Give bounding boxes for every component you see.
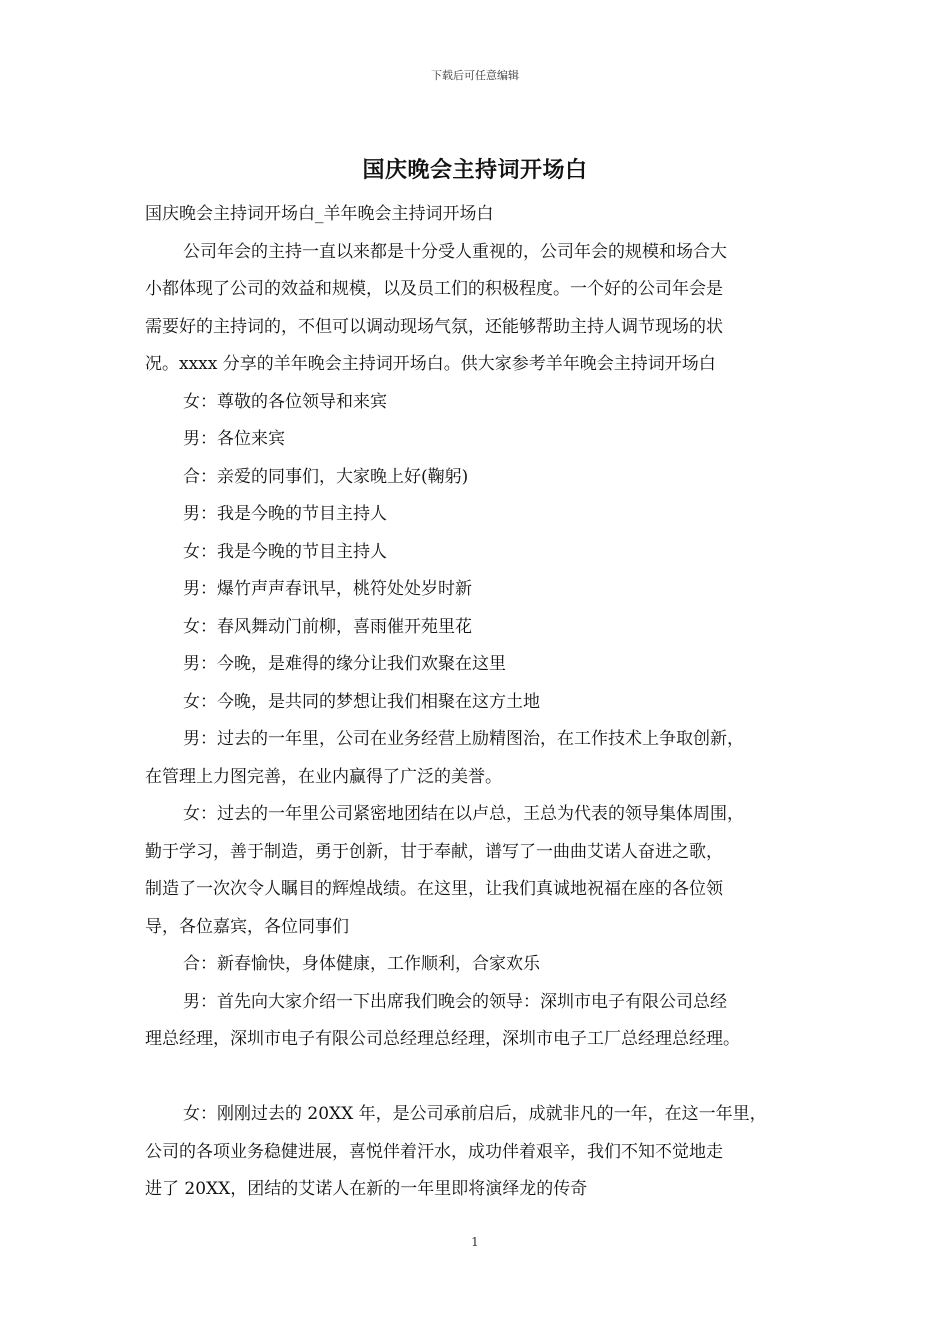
dialogue-line: 女：刚刚过去的 20XX 年，是公司承前启后，成就非凡的一年，在这一年里， <box>183 1104 767 1124</box>
dialogue-line: 男：各位来宾 <box>183 429 285 449</box>
dialogue-line: 女：春风舞动门前柳，喜雨催开苑里花 <box>183 616 472 637</box>
paragraph-line: 需要好的主持词的，不但可以调动现场气氛，还能够帮助主持人调节现场的状 <box>145 316 723 337</box>
dialogue-line: 女：过去的一年里公司紧密地团结在以卢总，王总为代表的领导集体周围， <box>183 804 744 824</box>
dialogue-line: 合：新春愉快，身体健康，工作顺利，合家欢乐 <box>183 954 540 974</box>
dialogue-line: 制造了一次次令人瞩目的辉煌战绩。在这里，让我们真诚地祝福在座的各位领 <box>145 879 723 899</box>
dialogue-line: 女：尊敬的各位领导和来宾 <box>183 391 387 412</box>
dialogue-line: 男：今晚，是难得的缘分让我们欢聚在这里 <box>183 654 506 674</box>
dialogue-line: 进了 20XX，团结的艾诺人在新的一年里即将演绎龙的传奇 <box>145 1179 588 1199</box>
dialogue-line: 导，各位嘉宾，各位同事们 <box>145 916 349 937</box>
dialogue-line: 女：今晚，是共同的梦想让我们相聚在这方土地 <box>183 691 540 712</box>
blank-line <box>145 1059 821 1097</box>
paragraph-line: 公司年会的主持一直以来都是十分受人重视的，公司年会的规模和场合大 <box>183 241 727 262</box>
dialogue-line: 在管理上力图完善，在业内赢得了广泛的美誉。 <box>145 766 502 787</box>
dialogue-line: 公司的各项业务稳健进展，喜悦伴着汗水，成功伴着艰辛，我们不知不觉地走 <box>145 1141 723 1162</box>
dialogue-line: 男：过去的一年里，公司在业务经营上励精图治，在工作技术上争取创新， <box>183 729 744 749</box>
dialogue-line: 合：亲爱的同事们，大家晚上好(鞠躬) <box>183 466 469 487</box>
subtitle-line: 国庆晚会主持词开场白_羊年晚会主持词开场白 <box>145 204 494 224</box>
page-number: 1 <box>471 1235 479 1249</box>
paragraph-line: 小都体现了公司的效益和规模，以及员工们的积极程度。一个好的公司年会是 <box>145 279 723 299</box>
document-body <box>145 196 821 1209</box>
dialogue-line: 女：我是今晚的节目主持人 <box>183 541 387 562</box>
dialogue-line: 男：首先向大家介绍一下出席我们晚会的领导：深圳市电子有限公司总经 <box>183 991 727 1012</box>
document-title: 国庆晚会主持词开场白 <box>362 157 588 183</box>
paragraph-line: 况。xxxx 分享的羊年晚会主持词开场白。供大家参考羊年晚会主持词开场白 <box>145 354 716 374</box>
dialogue-line: 男：爆竹声声春讯早，桃符处处岁时新 <box>183 579 472 599</box>
dialogue-line: 理总经理，深圳市电子有限公司总经理总经理，深圳市电子工厂总经理总经理。 <box>145 1029 740 1049</box>
dialogue-line: 勤于学习，善于制造，勇于创新，甘于奉献，谱写了一曲曲艾诺人奋进之歌， <box>145 841 723 862</box>
page-header-note: 下载后可任意编辑 <box>431 69 519 82</box>
dialogue-line: 男：我是今晚的节目主持人 <box>183 504 387 524</box>
